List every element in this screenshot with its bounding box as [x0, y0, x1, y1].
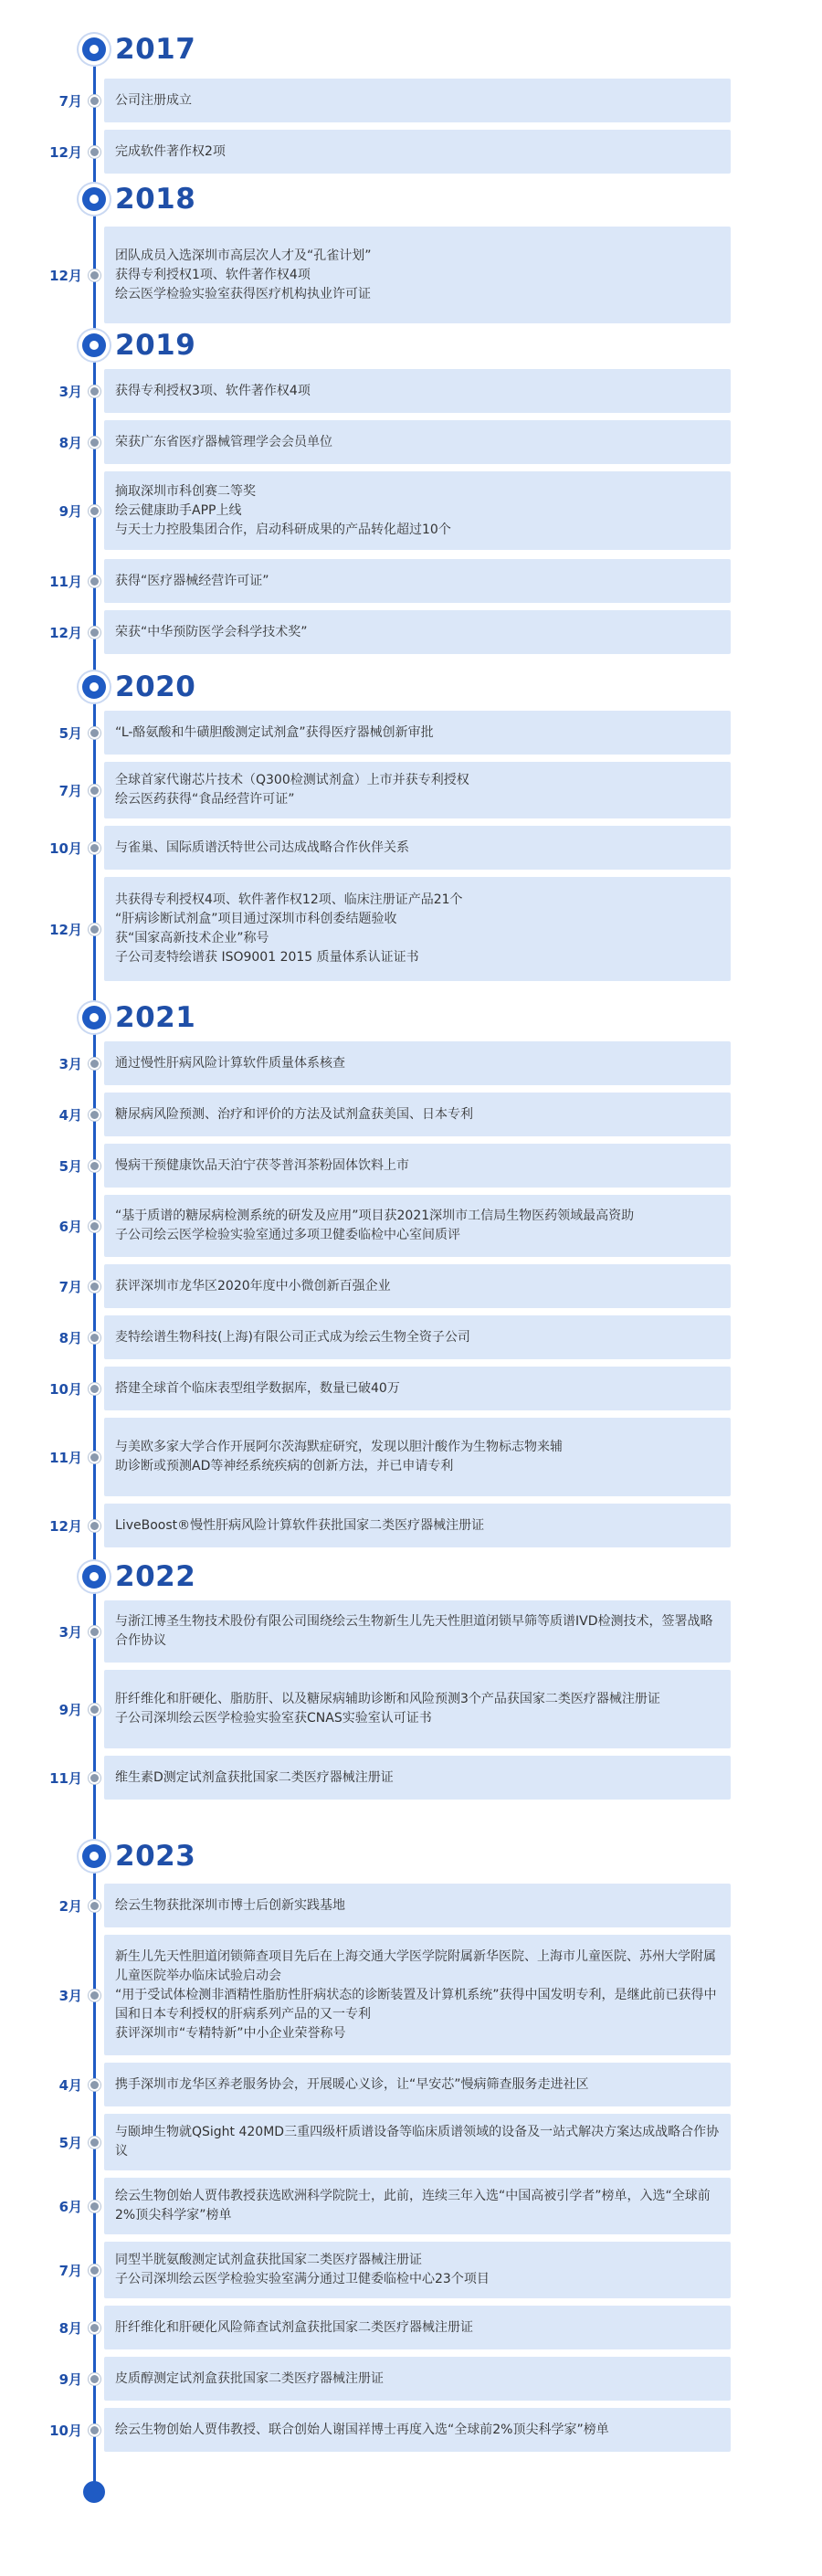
- year-marker-icon: [82, 1006, 106, 1029]
- year-marker-icon: [82, 1565, 106, 1589]
- milestone-card: [104, 2114, 731, 2170]
- milestone-card: [104, 471, 731, 550]
- month-label: 4月: [58, 1107, 82, 1124]
- milestone-text: 获“国家高新技术企业”称号: [115, 931, 269, 945]
- milestone-text: “肝病诊断试剂盒”项目通过深圳市科创委结题验收: [115, 912, 397, 926]
- month-dot-icon: [89, 437, 100, 449]
- month-label: 7月: [58, 93, 82, 110]
- month-label: 3月: [58, 1056, 82, 1072]
- timeline-end-dot: [83, 2481, 105, 2503]
- month-label: 9月: [58, 2371, 82, 2388]
- year-heading: 2022: [115, 1560, 196, 1593]
- milestone-text: 获得“医疗器械经营许可证”: [115, 573, 269, 588]
- month-label: 3月: [58, 1988, 82, 2004]
- milestone-card: [104, 2408, 731, 2452]
- month-dot-icon: [89, 2265, 100, 2276]
- milestone-card: [104, 1884, 731, 1927]
- month-label: 7月: [58, 1279, 82, 1295]
- milestone-card: [104, 1144, 731, 1188]
- month-dot-icon: [89, 727, 100, 739]
- timeline-line: [93, 49, 96, 2493]
- year-marker-icon: [82, 675, 106, 699]
- milestone-card: [104, 1264, 731, 1308]
- year-marker-icon: [82, 187, 106, 211]
- month-label: 12月: [49, 1518, 82, 1535]
- month-label: 12月: [49, 268, 82, 284]
- month-dot-icon: [89, 1704, 100, 1716]
- month-label: 9月: [58, 1702, 82, 1718]
- month-label: 11月: [49, 1770, 82, 1787]
- month-dot-icon: [89, 2079, 100, 2091]
- milestone-text: 公司注册成立: [115, 92, 192, 108]
- year-heading: 2020: [115, 670, 196, 703]
- milestone-card: [104, 2063, 731, 2106]
- milestone-text: LiveBoost®慢性肝病风险计算软件获批国家二类医疗器械注册证: [115, 1517, 485, 1533]
- milestone-text: 携手深圳市龙华区养老服务协会，开展暖心义诊，让“早安芯”慢病筛查服务走进社区: [115, 2076, 589, 2092]
- milestone-text: 获得专利授权3项、软件著作权4项: [115, 383, 311, 398]
- year-marker-icon: [82, 37, 106, 61]
- milestone-card: [104, 79, 731, 122]
- milestone-text: 与雀巢、国际质谱沃特世公司达成战略合作伙伴关系: [115, 839, 409, 855]
- milestone-text: 获评深圳市“专精特新”中小企业荣誉称号: [115, 2025, 346, 2041]
- milestone-text: 与颐坤生物就QSight 420MD三重四级杆质谱设备等临床质谱领域的设备及一站式解决方案达成战略合作协议: [115, 2125, 720, 2159]
- month-label: 5月: [58, 1158, 82, 1175]
- month-dot-icon: [89, 1109, 100, 1121]
- month-label: 8月: [58, 2320, 82, 2337]
- milestone-card: [104, 130, 731, 174]
- month-dot-icon: [89, 785, 100, 797]
- milestone-card: [104, 610, 731, 654]
- month-dot-icon: [89, 842, 100, 854]
- milestone-card: [104, 1670, 731, 1748]
- milestone-text: 绘云健康助手APP上线: [115, 502, 242, 518]
- milestone-text: 绘云医药获得“食品经营许可证”: [115, 792, 295, 807]
- milestone-card: [104, 1093, 731, 1136]
- milestone-text: 同型半胱氨酸测定试剂盒获批国家二类医疗器械注册证: [115, 2253, 422, 2267]
- milestone-text: 获评深圳市龙华区2020年度中小微创新百强企业: [115, 1278, 391, 1293]
- month-dot-icon: [89, 2201, 100, 2212]
- milestone-card: [104, 227, 731, 323]
- milestone-card: [104, 1041, 731, 1085]
- month-dot-icon: [89, 1220, 100, 1232]
- month-label: 11月: [49, 1450, 82, 1466]
- milestone-text: 肝纤维化和肝硬化、脂肪肝、以及糖尿病辅助诊断和风险预测3个产品获国家二类医疗器械注册证: [115, 1692, 660, 1706]
- year-marker-icon: [82, 333, 106, 357]
- month-dot-icon: [89, 1990, 100, 2001]
- milestone-text: 完成软件著作权2项: [115, 143, 226, 159]
- milestone-text: 与天士力控股集团合作，启动科研成果的产品转化超过10个: [115, 522, 451, 537]
- year-heading: 2017: [115, 33, 196, 66]
- milestone-text: 维生素D测定试剂盒获批国家二类医疗器械注册证: [115, 1769, 394, 1785]
- month-dot-icon: [89, 1383, 100, 1395]
- milestone-text: 团队成员入选深圳市高层次人才及“孔雀计划”: [115, 248, 372, 263]
- milestone-card: [104, 877, 731, 981]
- month-label: 11月: [49, 574, 82, 590]
- milestone-text: 摘取深圳市科创赛二等奖: [115, 483, 256, 499]
- month-dot-icon: [89, 1900, 100, 1912]
- month-label: 9月: [58, 503, 82, 520]
- month-label: 3月: [58, 1624, 82, 1641]
- milestone-text: 荣获“中华预防医学会科学技术奖”: [115, 624, 308, 639]
- month-label: 7月: [58, 2263, 82, 2279]
- milestone-text: 麦特绘谱生物科技(上海)有限公司正式成为绘云生物全资子公司: [115, 1329, 470, 1345]
- milestone-text: 绘云生物获批深圳市博士后创新实践基地: [115, 1897, 345, 1913]
- milestone-text: 子公司深圳绘云医学检验实验室满分通过卫健委临检中心23个项目: [115, 2272, 490, 2286]
- milestone-text: 慢病干预健康饮品天泊宁茯苓普洱茶粉固体饮料上市: [115, 1157, 409, 1173]
- month-dot-icon: [89, 2322, 100, 2334]
- month-label: 5月: [58, 725, 82, 742]
- month-label: 8月: [58, 435, 82, 451]
- milestone-text: 获得专利授权1项、软件著作权4项: [115, 267, 311, 282]
- milestone-text: “L-酪氨酸和牛磺胆酸测定试剂盒”获得医疗器械创新审批: [115, 724, 434, 740]
- milestone-card: [104, 826, 731, 870]
- year-marker-icon: [82, 1844, 106, 1868]
- month-label: 12月: [49, 144, 82, 161]
- month-label: 10月: [49, 2423, 82, 2439]
- year-heading: 2023: [115, 1840, 196, 1873]
- month-dot-icon: [89, 2424, 100, 2436]
- milestone-text: 助诊断或预测AD等神经系统疾病的创新方法，并已申请专利: [115, 1459, 454, 1473]
- milestone-card: [104, 1195, 731, 1257]
- month-dot-icon: [89, 1332, 100, 1344]
- milestone-text: 绘云医学检验实验室获得医疗机构执业许可证: [115, 286, 371, 301]
- milestone-text: “基于质谱的糖尿病检测系统的研发及应用”项目获2021深圳市工信局生物医药领域最高资助: [115, 1209, 635, 1223]
- milestone-text: 荣获广东省医疗器械管理学会会员单位: [115, 434, 332, 449]
- milestone-card: [104, 1367, 731, 1410]
- milestone-card: [104, 2357, 731, 2401]
- milestone-text: 通过慢性肝病风险计算软件质量体系核查: [115, 1055, 345, 1071]
- milestone-text: 绘云生物创始人贾伟教授获选欧洲科学院院士，此前，连续三年入选“中国高被引学者”榜单，入选“全球前2%顶尖科学家”榜单: [115, 2189, 711, 2222]
- month-dot-icon: [89, 269, 100, 281]
- month-label: 3月: [58, 384, 82, 400]
- milestone-card: [104, 2178, 731, 2234]
- month-label: 4月: [58, 2077, 82, 2094]
- milestone-card: [104, 1418, 731, 1496]
- month-label: 7月: [58, 783, 82, 799]
- milestone-text: 子公司绘云医学检验实验室通过多项卫健委临检中心室间质评: [115, 1228, 460, 1242]
- milestone-card: [104, 420, 731, 464]
- milestone-card: [104, 1504, 731, 1547]
- month-dot-icon: [89, 2373, 100, 2385]
- milestone-text: 新生儿先天性胆道闭锁筛查项目先后在上海交通大学医学院附属新华医院、上海市儿童医院、苏州大学附属儿童医院举办临床试验启动会: [115, 1948, 716, 1983]
- month-dot-icon: [89, 1281, 100, 1293]
- month-dot-icon: [89, 1626, 100, 1638]
- month-dot-icon: [89, 505, 100, 517]
- milestone-text: 与美欧多家大学合作开展阿尔茨海默症研究，发现以胆汁酸作为生物标志物来辅: [115, 1440, 563, 1454]
- milestone-text: 搭建全球首个临床表型组学数据库，数量已破40万: [115, 1380, 400, 1396]
- month-dot-icon: [89, 2137, 100, 2148]
- milestone-text: 与浙江博圣生物技术股份有限公司围绕绘云生物新生儿先天性胆道闭锁早筛等质谱IVD检测技术，签署战略合作协议: [115, 1614, 713, 1648]
- month-label: 2月: [58, 1898, 82, 1915]
- year-heading: 2019: [115, 329, 196, 362]
- year-heading: 2021: [115, 1001, 196, 1034]
- milestone-text: “用于受试体检测非酒精性脂肪性肝病状态的诊断装置及计算机系统”获得中国发明专利，是继此前已获得中国和日本专利授权的肝病系列产品的又一专利: [115, 1987, 717, 2022]
- milestone-card: [104, 1756, 731, 1800]
- month-label: 10月: [49, 1381, 82, 1398]
- month-label: 6月: [58, 2199, 82, 2215]
- year-heading: 2018: [115, 183, 196, 216]
- milestone-text: 共获得专利授权4项、软件著作权12项、临床注册证产品21个: [115, 892, 463, 907]
- milestone-text: 糖尿病风险预测、治疗和评价的方法及试剂盒获美国、日本专利: [115, 1106, 473, 1122]
- milestone-card: [104, 369, 731, 413]
- month-dot-icon: [89, 95, 100, 107]
- milestone-card: [104, 559, 731, 603]
- milestone-card: [104, 711, 731, 755]
- month-dot-icon: [89, 1520, 100, 1532]
- month-dot-icon: [89, 1160, 100, 1172]
- milestone-card: [104, 1600, 731, 1663]
- month-label: 6月: [58, 1219, 82, 1235]
- milestone-card: [104, 762, 731, 818]
- month-dot-icon: [89, 627, 100, 639]
- milestone-text: 肝纤维化和肝硬化风险筛查试剂盒获批国家二类医疗器械注册证: [115, 2319, 473, 2335]
- month-dot-icon: [89, 924, 100, 935]
- milestone-text: 全球首家代谢芯片技术（Q300检测试剂盒）上市并获专利授权: [115, 773, 469, 787]
- milestone-card: [104, 2306, 731, 2349]
- month-dot-icon: [89, 146, 100, 158]
- milestone-text: 皮质醇测定试剂盒获批国家二类医疗器械注册证: [115, 2370, 384, 2386]
- month-dot-icon: [89, 1452, 100, 1463]
- month-dot-icon: [89, 1058, 100, 1070]
- milestone-card: [104, 1935, 731, 2055]
- milestone-text: 子公司深圳绘云医学检验实验室获CNAS实验室认可证书: [115, 1711, 432, 1726]
- month-dot-icon: [89, 575, 100, 587]
- month-label: 10月: [49, 840, 82, 857]
- milestone-card: [104, 1315, 731, 1359]
- milestone-text: 子公司麦特绘谱获 ISO9001 2015 质量体系认证证书: [115, 950, 419, 965]
- month-label: 5月: [58, 2135, 82, 2151]
- month-label: 8月: [58, 1330, 82, 1346]
- milestone-text: 绘云生物创始人贾伟教授、联合创始人谢国祥博士再度入选“全球前2%顶尖科学家”榜单: [115, 2422, 609, 2437]
- month-label: 12月: [49, 625, 82, 641]
- month-dot-icon: [89, 1772, 100, 1784]
- milestone-card: [104, 2242, 731, 2298]
- month-dot-icon: [89, 385, 100, 397]
- month-label: 12月: [49, 922, 82, 938]
